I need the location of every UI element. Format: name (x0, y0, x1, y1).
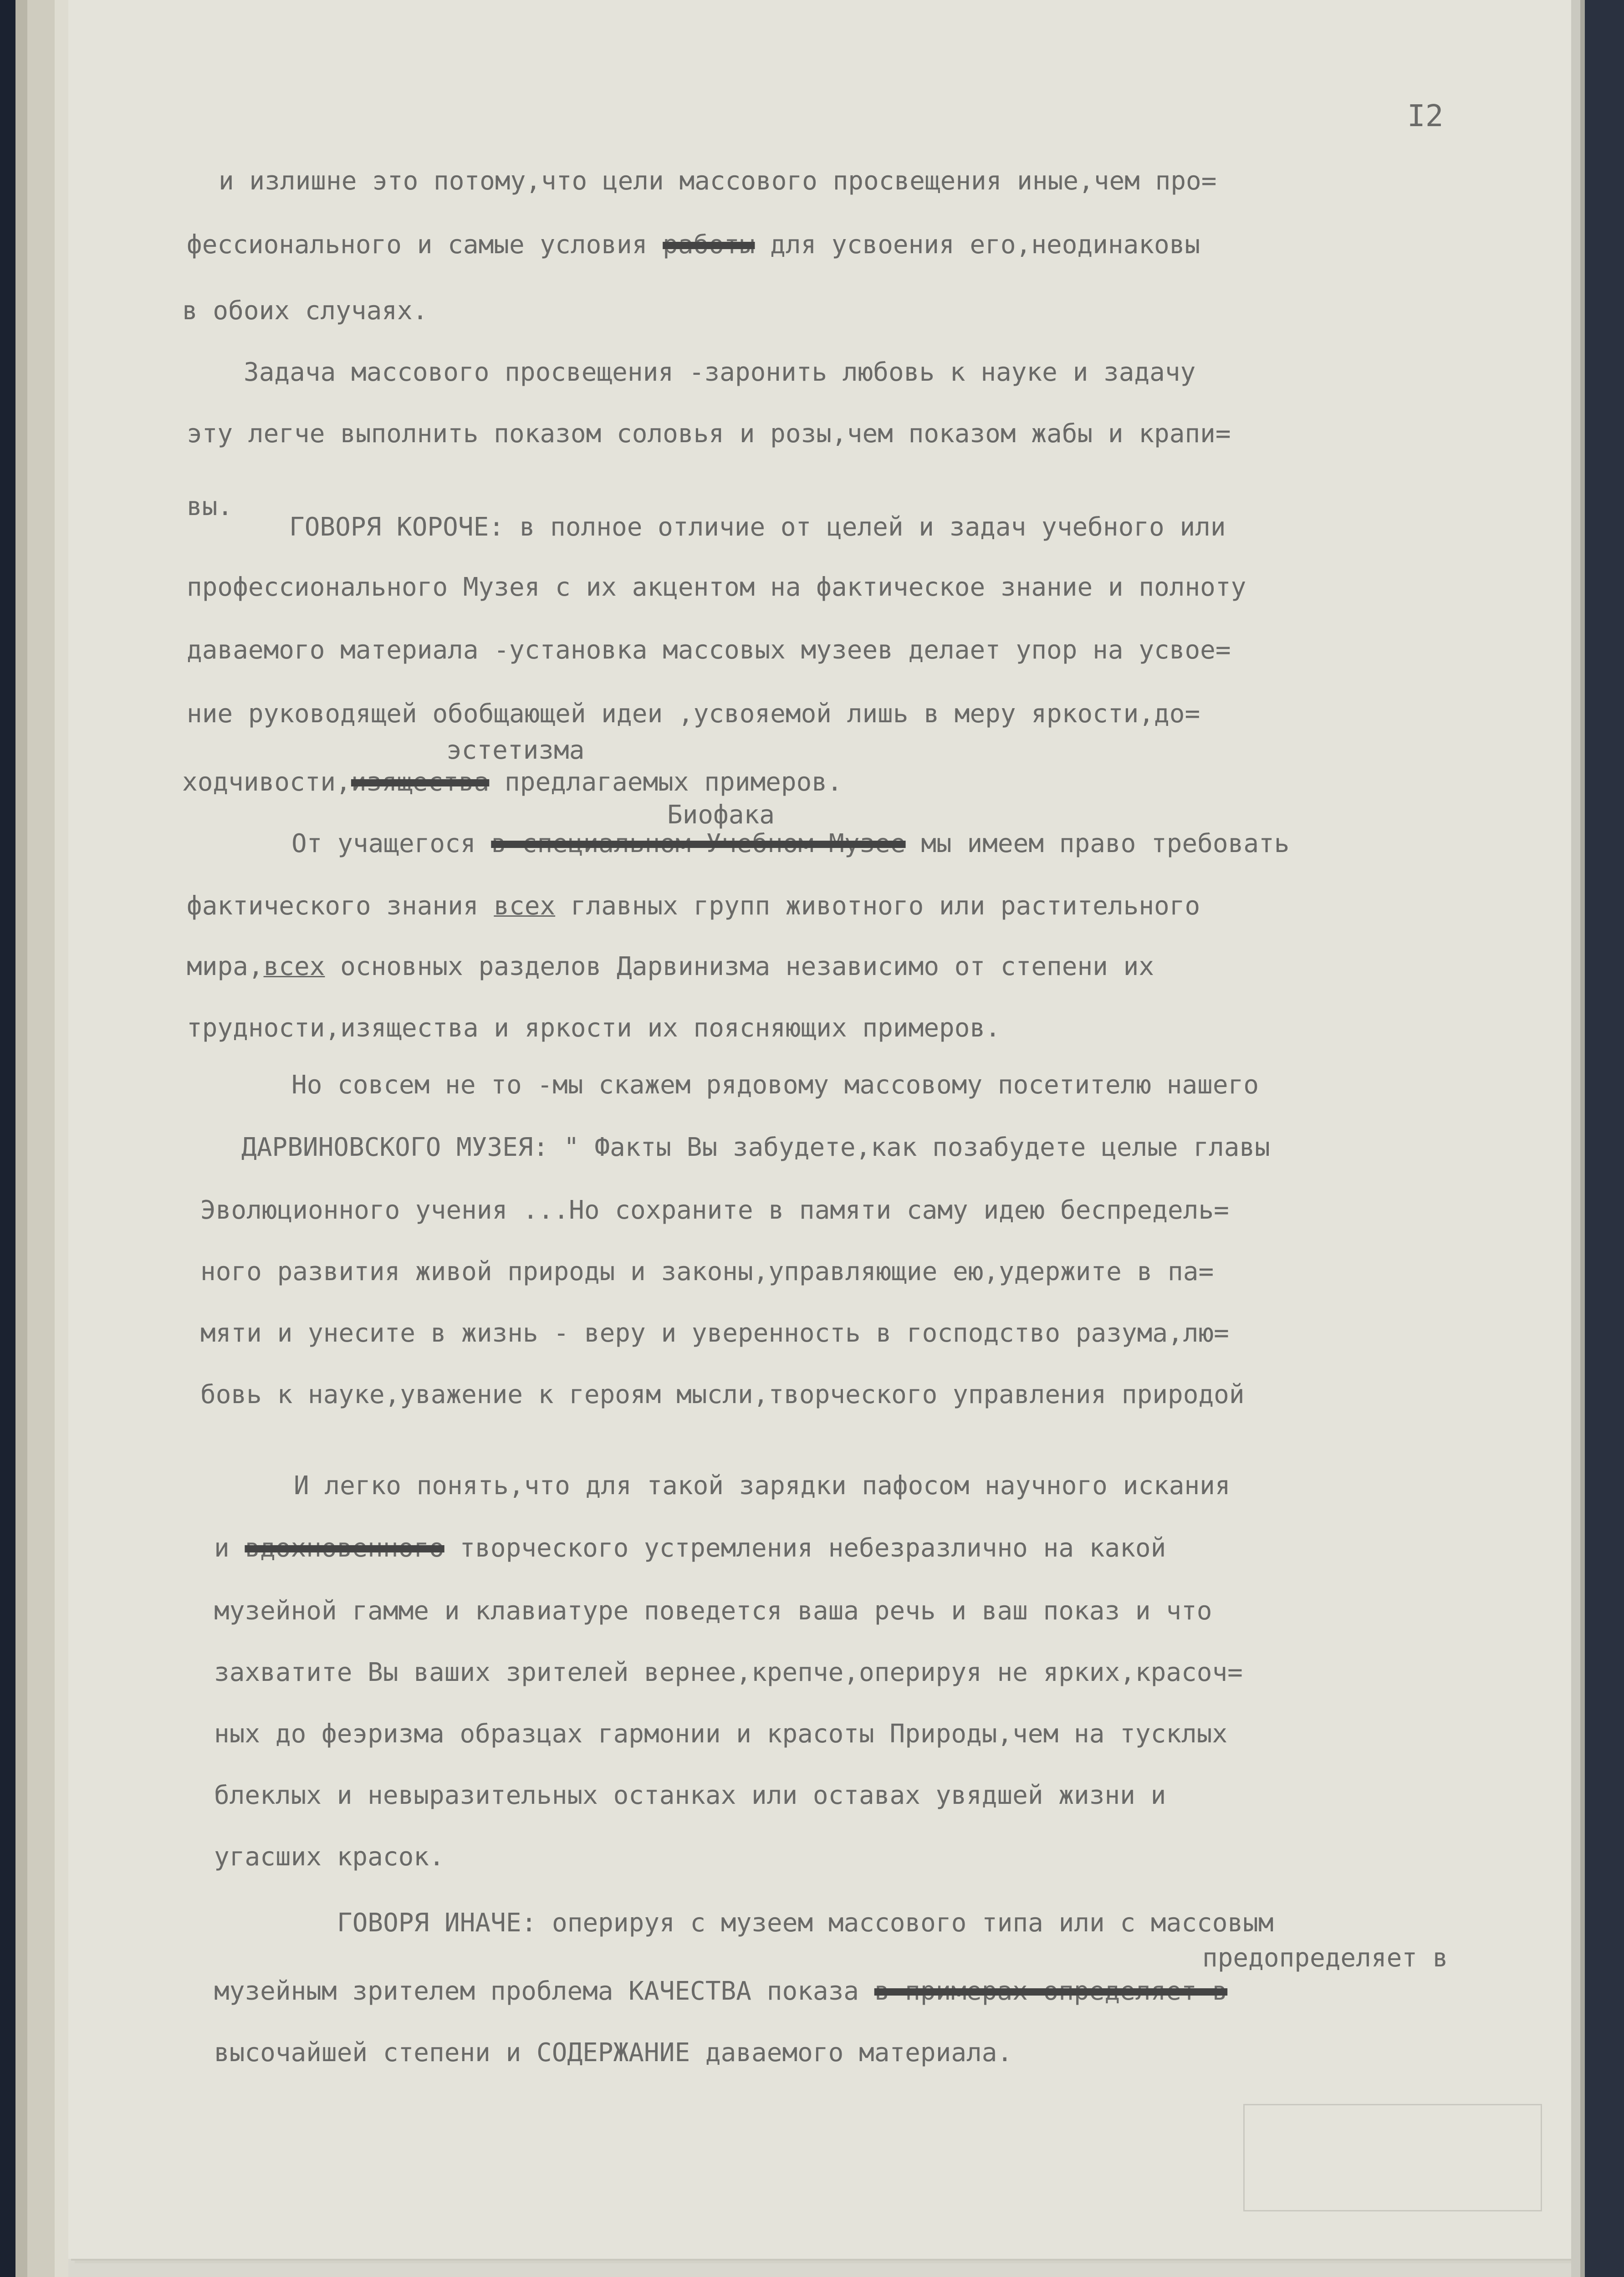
text-line-3: в обоих случаях. (182, 296, 428, 326)
text-line-21: бовь к науке,уважение к героям мысли,творческого управления природой (200, 1380, 1245, 1409)
text-line-25: захватите Вы ваших зрителей вернее,крепче,оперируя не ярких,красоч= (214, 1658, 1243, 1687)
text-line-5: эту легче выполнить показом соловья и розы,чем показом жабы и крапи= (187, 419, 1231, 449)
text-line-17: ДАРВИНОВСКОГО МУЗЕЯ: " Факты Вы забудете,как позабудете целые главы (241, 1133, 1270, 1162)
struck-word: изящества (351, 767, 490, 797)
text-segment: От учащегося (291, 829, 491, 858)
text-line-29: ГОВОРЯ ИНАЧЕ: оперируя с музеем массового типа или с массовым (337, 1908, 1274, 1938)
text-segment: предлагаемых примеров. (489, 767, 843, 797)
struck-phrase: в примерах определяет в (874, 1976, 1228, 2006)
text-line-26: ных до феэризма образцах гармонии и красоты Природы,чем на тусклых (214, 1719, 1228, 1749)
text-line-30 (214, 1976, 1228, 2006)
struck-word: вдохновенного (245, 1533, 444, 1563)
inserted-word-2: Биофака (667, 800, 775, 830)
text-segment: фактического знания (187, 891, 494, 921)
text-line-11 (182, 767, 843, 797)
text-line-10: ние руководящей обобщающей идеи ,усвояемой лишь в меру яркости,до= (187, 699, 1200, 729)
binding-spine (0, 0, 68, 2277)
inserted-word-1: эстетизма (446, 735, 585, 765)
text-segment: творческого устремления небезразлично на какой (444, 1533, 1166, 1563)
text-line-19: ного развития живой природы и законы,управляющие ею,удержите в па= (200, 1257, 1214, 1287)
text-line-14 (187, 954, 1154, 980)
text-segment: и (214, 1533, 245, 1563)
text-segment: для усвоения его,неодинаковы (755, 230, 1200, 260)
text-line-28: угасших красок. (214, 1842, 444, 1872)
text-line-13 (187, 893, 1200, 919)
text-segment: главных групп животного или растительного (555, 891, 1200, 921)
faded-stamp (1243, 2104, 1542, 2211)
struck-phrase: в специальном Учебном Музее (491, 829, 906, 858)
text-line-31: высочайшей степени и СОДЕРЖАНИЕ даваемого материала. (214, 2038, 1013, 2068)
text-line-15: трудности,изящества и яркости их поясняющих примеров. (187, 1013, 1001, 1043)
text-line-7: ГОВОРЯ КОРОЧЕ: в полное отличие от целей и задач учебного или (289, 512, 1226, 542)
text-line-18: Эволюционного учения ...Но сохраните в памяти саму идею беспредель= (200, 1195, 1229, 1225)
text-segment: мы имеем право требовать (905, 829, 1290, 858)
text-segment: фессионального и самые условия (187, 230, 663, 260)
struck-word: работы (663, 230, 755, 260)
text-line-1: и излишне это потому,что цели массового просвещения иные,чем про= (219, 166, 1217, 196)
text-line-8: профессионального Музея с их акцентом на фактическое знание и полноту (187, 572, 1246, 602)
text-line-2 (187, 232, 1200, 258)
text-line-12 (291, 831, 1289, 857)
underlined-word: всех (263, 952, 325, 981)
text-line-20: мяти и унесите в жизнь - веру и уверенность в господство разума,лю= (200, 1318, 1229, 1348)
text-line-6: вы. (187, 492, 233, 521)
text-line-24: музейной гамме и клавиатуре поведется ваша речь и ваш показ и что (214, 1596, 1212, 1626)
text-line-22: И легко понять,что для такой зарядки пафосом научного искания (294, 1471, 1231, 1501)
text-line-27: блеклых и невыразительных останках или оставах увядшей жизни и (214, 1781, 1166, 1810)
inserted-phrase: предопределяет в (1202, 1943, 1448, 1973)
text-segment: музейным зрителем проблема КАЧЕСТВА показа (214, 1976, 874, 2006)
text-line-4: Задача массового просвещения -заронить любовь к науке и задачу (244, 357, 1196, 387)
page-right-edge (1571, 0, 1624, 2277)
page-number: I2 (1407, 98, 1444, 133)
text-line-16: Но совсем не то -мы скажем рядовому массовому посетителю нашего (291, 1070, 1259, 1100)
text-segment: основных разделов Дарвинизма независимо от степени их (325, 952, 1154, 981)
text-line-9: даваемого материала -установка массовых музеев делает упор на усвое= (187, 635, 1231, 665)
underlined-word: всех (494, 891, 556, 921)
text-segment: ходчивости, (182, 767, 351, 797)
text-line-23 (214, 1533, 1166, 1563)
text-segment: мира, (187, 952, 264, 981)
